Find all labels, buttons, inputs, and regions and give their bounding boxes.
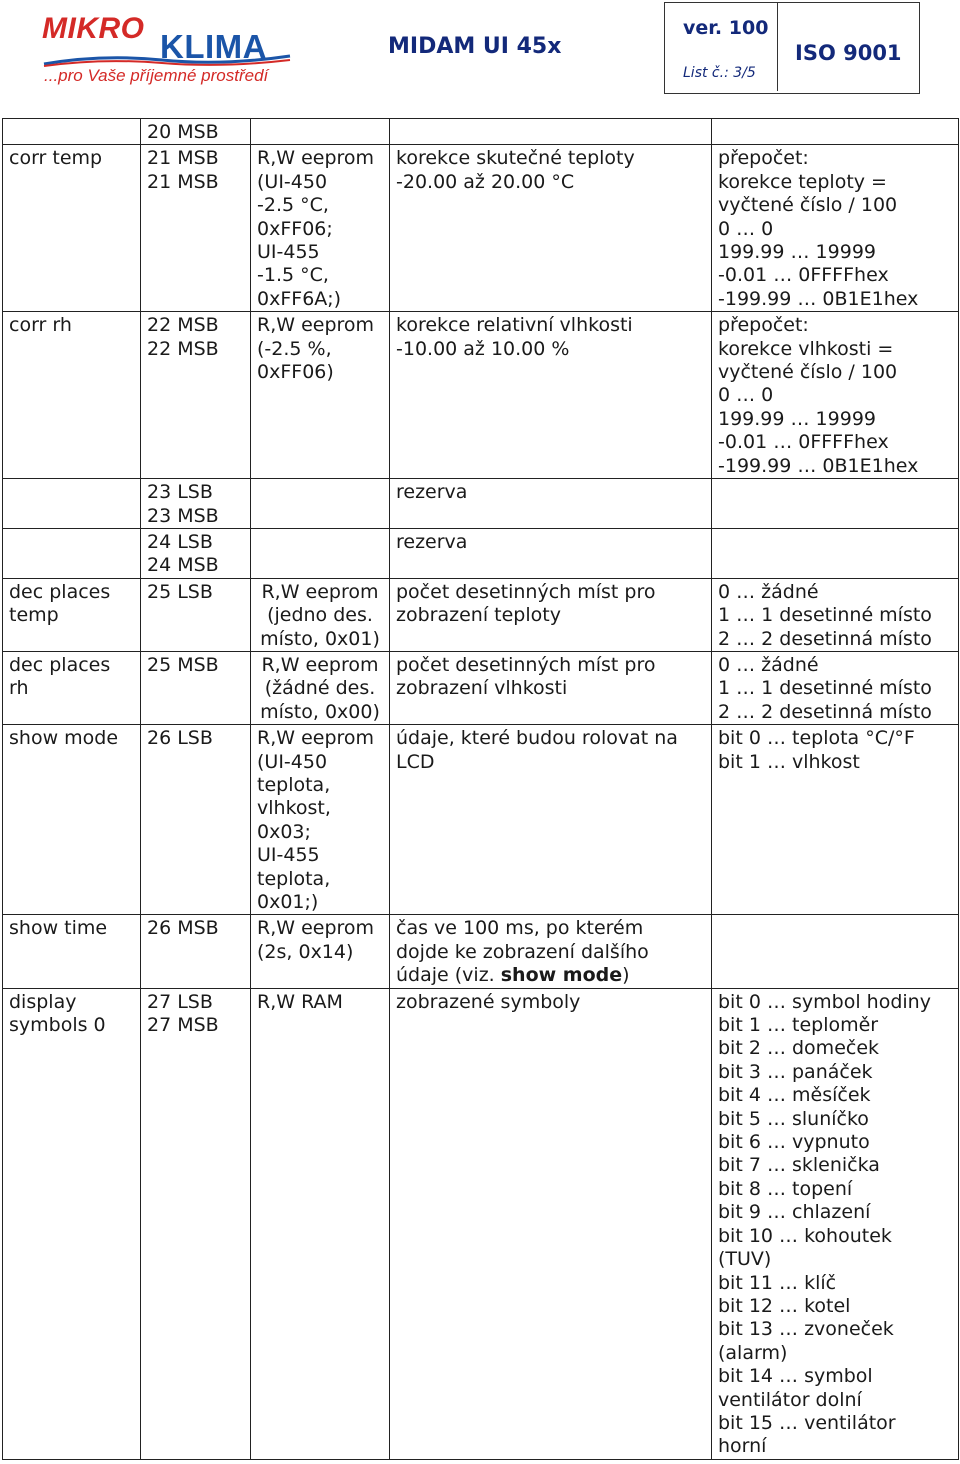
register-address: 27 LSB 27 MSB bbox=[141, 988, 251, 1459]
table-row bbox=[3, 988, 959, 1459]
register-name: display symbols 0 bbox=[3, 988, 141, 1459]
register-access: R,W eeprom (UI-450 -2.5 °C, 0xFF06; UI-455 -1.5 °C, 0xFF6A;) bbox=[251, 145, 390, 312]
register-address: 23 LSB 23 MSB bbox=[141, 479, 251, 529]
register-note: bit 0 … symbol hodiny bit 1 … teploměr bit 2 … domeček bit 3 … panáček bit 4 … měsíček bit 5 … sluníčko bit 6 … vypnuto bit 7 … sklenička bit 8 … topení bit 9 … chlazení bit 10 … kohoutek (TUV) bit 11 … klíč bit 12 … kotel bit 13 … zvoneček (alarm) bit 14 … symbol ventilátor dolní bit 15 … ventilátor horní bbox=[712, 988, 959, 1459]
register-access: R,W eeprom (2s, 0x14) bbox=[251, 915, 390, 988]
register-access bbox=[251, 119, 390, 145]
register-access: R,W RAM bbox=[251, 988, 390, 1459]
company-logo bbox=[42, 12, 302, 92]
register-description: údaje, které budou rolovat na LCD bbox=[390, 725, 712, 915]
register-note: přepočet: korekce teploty = vyčtené číslo / 100 0 … 0 199.99 … 19999 -0.01 … 0FFFFhex -199.99 … 0B1E1hex bbox=[712, 145, 959, 312]
table-row bbox=[3, 651, 959, 724]
description-text: čas ve 100 ms, po kterém dojde ke zobrazení dalšího údaje (viz. bbox=[396, 917, 649, 987]
register-note bbox=[712, 479, 959, 529]
version-cell bbox=[665, 3, 778, 91]
register-name: corr rh bbox=[3, 312, 141, 479]
register-address: 22 MSB 22 MSB bbox=[141, 312, 251, 479]
register-address: 25 LSB bbox=[141, 578, 251, 651]
register-table bbox=[2, 118, 959, 1460]
table-row bbox=[3, 915, 959, 988]
register-access: R,W eeprom (jedno des. místo, 0x01) bbox=[251, 578, 390, 651]
table-row bbox=[3, 145, 959, 312]
register-address: 20 MSB bbox=[141, 119, 251, 145]
register-access bbox=[251, 528, 390, 578]
register-note bbox=[712, 528, 959, 578]
description-text-end: ) bbox=[622, 964, 630, 987]
register-address: 24 LSB 24 MSB bbox=[141, 528, 251, 578]
register-access: R,W eeprom (žádné des. místo, 0x00) bbox=[251, 651, 390, 724]
register-name: show mode bbox=[3, 725, 141, 915]
register-name: dec places rh bbox=[3, 651, 141, 724]
register-name bbox=[3, 528, 141, 578]
register-note: 0 … žádné 1 … 1 desetinné místo 2 … 2 desetinná místo bbox=[712, 651, 959, 724]
table-row bbox=[3, 725, 959, 915]
register-description bbox=[390, 915, 712, 988]
register-note: 0 … žádné 1 … 1 desetinné místo 2 … 2 desetinná místo bbox=[712, 578, 959, 651]
register-note bbox=[712, 119, 959, 145]
logo-mikro-text: MIKRO bbox=[42, 12, 145, 45]
show-mode-reference: show mode bbox=[500, 964, 623, 987]
register-access bbox=[251, 479, 390, 529]
register-address: 21 MSB 21 MSB bbox=[141, 145, 251, 312]
register-description: rezerva bbox=[390, 528, 712, 578]
register-access: R,W eeprom (UI-450 teplota, vlhkost, 0x03; UI-455 teplota, 0x01;) bbox=[251, 725, 390, 915]
table-row bbox=[3, 528, 959, 578]
table-row bbox=[3, 119, 959, 145]
register-name: show time bbox=[3, 915, 141, 988]
document-title: MIDAM UI 45x bbox=[388, 34, 562, 59]
version-label: ver. 100 bbox=[683, 17, 769, 39]
table-row bbox=[3, 578, 959, 651]
register-description: počet desetinných míst pro zobrazení vlhkosti bbox=[390, 651, 712, 724]
sheet-number: List č.: 3/5 bbox=[683, 65, 756, 81]
table-row bbox=[3, 479, 959, 529]
register-description bbox=[390, 119, 712, 145]
register-access: R,W eeprom (-2.5 %, 0xFF06) bbox=[251, 312, 390, 479]
register-name: corr temp bbox=[3, 145, 141, 312]
table-row bbox=[3, 312, 959, 479]
register-description: korekce relativní vlhkosti -10.00 až 10.00 % bbox=[390, 312, 712, 479]
register-description: rezerva bbox=[390, 479, 712, 529]
register-description: zobrazené symboly bbox=[390, 988, 712, 1459]
register-address: 25 MSB bbox=[141, 651, 251, 724]
register-name bbox=[3, 119, 141, 145]
register-note: přepočet: korekce vlhkosti = vyčtené číslo / 100 0 … 0 199.99 … 19999 -0.01 … 0FFFFhex -199.99 … 0B1E1hex bbox=[712, 312, 959, 479]
register-address: 26 MSB bbox=[141, 915, 251, 988]
logo-tagline: ...pro Vaše příjemné prostředí bbox=[44, 66, 269, 85]
register-note: bit 0 … teplota °C/°F bit 1 … vlhkost bbox=[712, 725, 959, 915]
register-description: počet desetinných míst pro zobrazení teploty bbox=[390, 578, 712, 651]
register-note bbox=[712, 915, 959, 988]
iso-label: ISO 9001 bbox=[795, 41, 902, 65]
page-header bbox=[0, 0, 960, 100]
version-box bbox=[664, 2, 920, 94]
register-description: korekce skutečné teploty -20.00 až 20.00 °C bbox=[390, 145, 712, 312]
register-name bbox=[3, 479, 141, 529]
logo-klima-text: KLIMA bbox=[160, 28, 267, 65]
register-address: 26 LSB bbox=[141, 725, 251, 915]
register-name: dec places temp bbox=[3, 578, 141, 651]
